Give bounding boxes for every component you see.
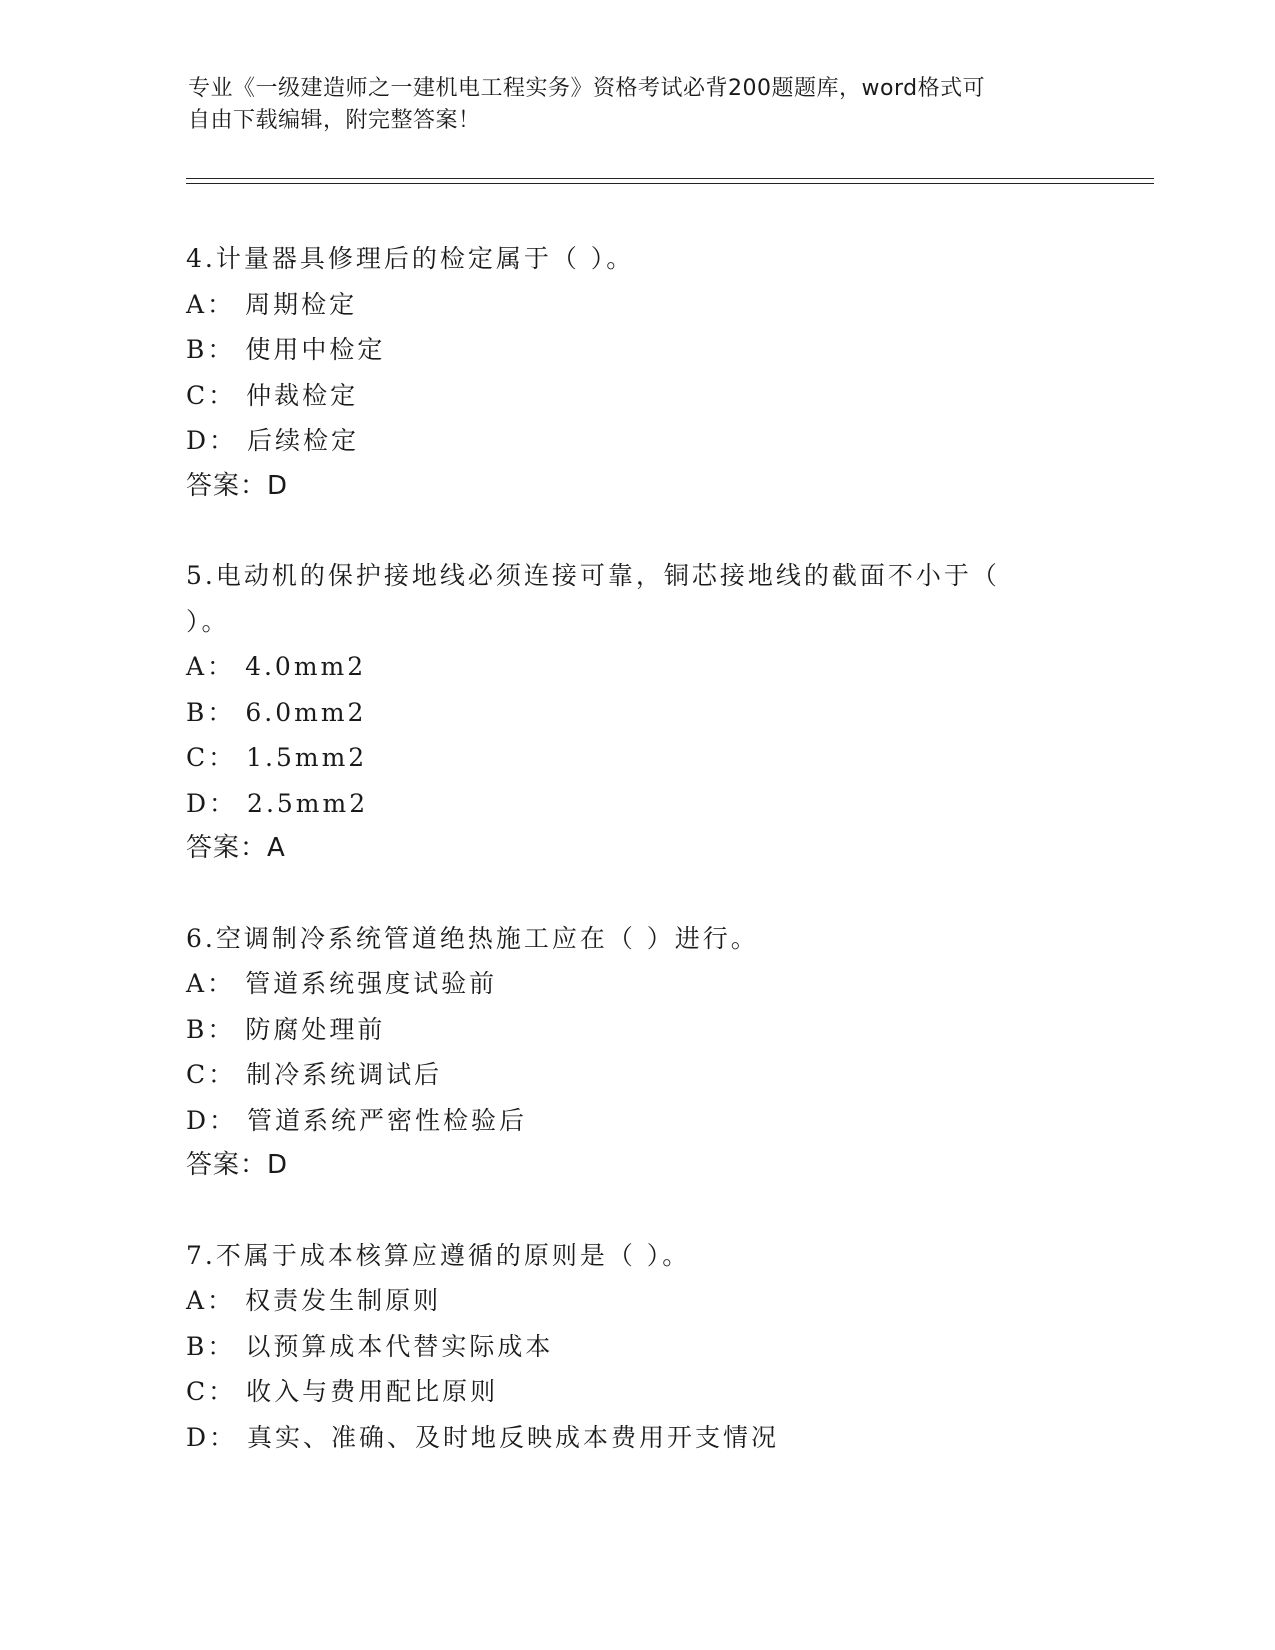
option-text: 使用中检定 — [245, 335, 386, 364]
option-c — [186, 1052, 1086, 1098]
option-text: 后续检定 — [247, 426, 360, 455]
option-b — [186, 327, 1086, 373]
option-text: 6.0mm2 — [245, 697, 367, 727]
question-5 — [186, 553, 1086, 872]
option-key: C： — [186, 1377, 237, 1406]
option-text: 4.0mm2 — [245, 652, 367, 681]
option-text: 2.5mm2 — [247, 788, 369, 818]
option-key: A： — [186, 969, 236, 998]
option-c — [186, 1369, 1086, 1415]
option-text: 防腐处理前 — [245, 1014, 386, 1044]
answer-line: 答案：A — [186, 833, 286, 863]
header-divider-top — [186, 178, 1154, 179]
option-key: A： — [186, 652, 236, 681]
option-b — [186, 1007, 1086, 1053]
option-key: D： — [186, 1105, 238, 1135]
option-a — [186, 644, 1086, 690]
header-line-1: 专业《一级建造师之一建机电工程实务》资格考试必背200题题库，word格式可 — [188, 76, 986, 101]
option-text: 1.5mm2 — [246, 743, 368, 772]
answer-line: 答案：D — [186, 470, 289, 501]
option-text: 以预算成本代替实际成本 — [245, 1331, 554, 1361]
option-text: 仲裁检定 — [246, 380, 359, 410]
question-7 — [186, 1233, 1086, 1461]
option-key: C： — [186, 380, 237, 410]
question-stem: 5.电动机的保护接地线必须连接可靠，铜芯接地线的截面不小于（ ）。 — [186, 561, 1000, 636]
option-c — [186, 735, 1086, 781]
option-a — [186, 1278, 1086, 1324]
option-c — [186, 373, 1086, 419]
option-d — [186, 1098, 1086, 1144]
question-stem: 4.计量器具修理后的检定属于（ ）。 — [186, 244, 635, 273]
option-key: D： — [186, 426, 238, 455]
header-line-2: 自由下载编辑，附完整答案！ — [188, 108, 481, 133]
document-header — [188, 73, 1068, 137]
option-key: D： — [186, 1422, 238, 1452]
option-key: B： — [186, 1331, 236, 1361]
option-key: C： — [186, 1060, 237, 1089]
option-text: 管道系统严密性检验后 — [247, 1105, 528, 1135]
option-key: A： — [186, 1286, 236, 1315]
option-a — [186, 282, 1086, 328]
option-key: A： — [186, 289, 236, 319]
header-divider-bottom — [186, 183, 1154, 184]
option-key: B： — [186, 1014, 236, 1044]
option-key: D： — [186, 788, 238, 818]
option-text: 真实、准确、及时地反映成本费用开支情况 — [247, 1422, 780, 1452]
option-text: 管道系统强度试验前 — [245, 969, 498, 998]
question-stem: 6.空调制冷系统管道绝热施工应在（ ）进行。 — [186, 923, 759, 953]
option-b — [186, 690, 1086, 736]
option-text: 制冷系统调试后 — [246, 1060, 443, 1089]
question-4 — [186, 236, 1086, 509]
option-b — [186, 1324, 1086, 1370]
option-text: 周期检定 — [245, 289, 358, 319]
option-d — [186, 1415, 1086, 1461]
answer-line: 答案：D — [186, 1150, 289, 1180]
option-key: B： — [186, 335, 236, 364]
question-list — [186, 236, 1086, 1504]
option-key: C： — [186, 743, 237, 772]
option-key: B： — [186, 697, 236, 727]
question-stem: 7.不属于成本核算应遵循的原则是（ ）。 — [186, 1240, 691, 1270]
option-d — [186, 418, 1086, 464]
option-d — [186, 781, 1086, 827]
option-text: 收入与费用配比原则 — [246, 1377, 499, 1406]
option-text: 权责发生制原则 — [245, 1286, 442, 1315]
question-6 — [186, 916, 1086, 1189]
option-a — [186, 961, 1086, 1007]
